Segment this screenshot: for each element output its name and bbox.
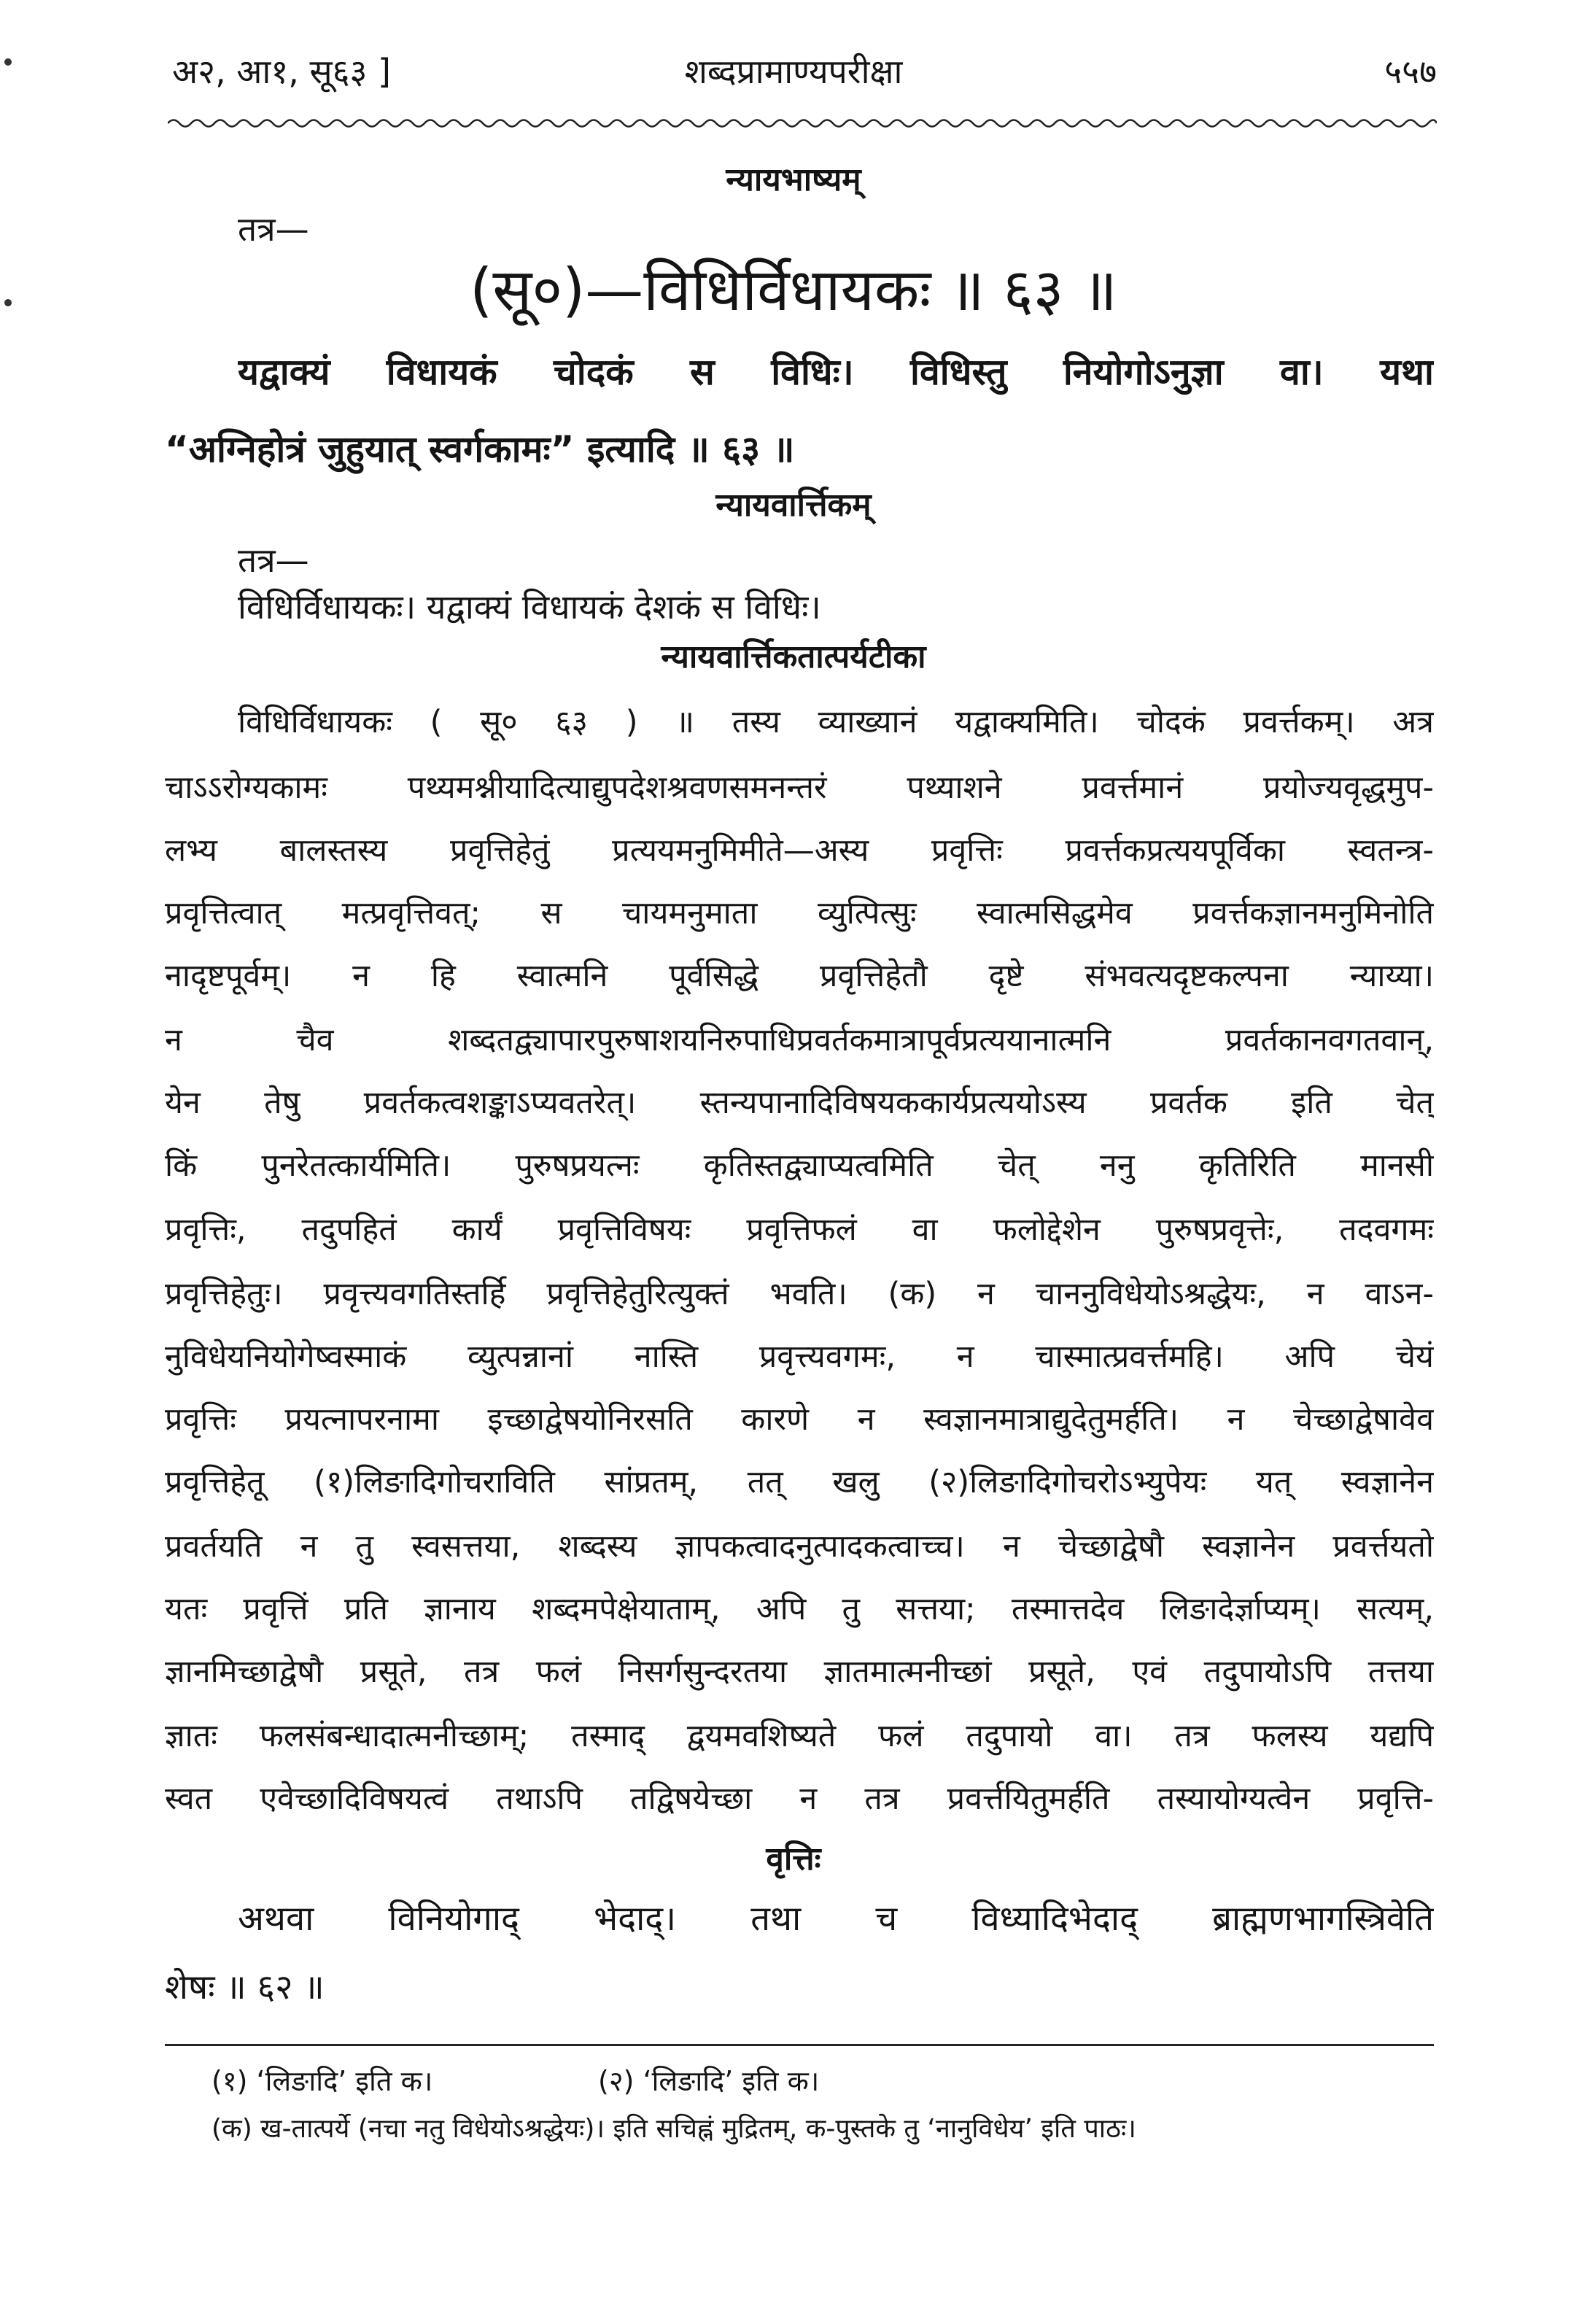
footnote-rule xyxy=(165,2044,1434,2046)
header-title: शब्दप्रामाण्यपरीक्षा xyxy=(684,52,903,91)
section-heading-varttika: न्यायवार्त्तिकम् xyxy=(715,487,872,524)
tika-line-15: यतः प्रवृत्तिं प्रति ज्ञानाय शब्दमपेक्षेयाताम्, अपि तु सत्तया; तस्मात्तदेव लिङादेर्ज्ञाप्यम्। सत्यम्, xyxy=(165,1591,1434,1627)
section-heading-vritti: वृत्तिः xyxy=(766,1840,821,1878)
sutra-line: (सू०)—विधिर्विधायकः ॥ ६३ ॥ xyxy=(470,256,1117,324)
tika-line-8: किं पुनरेतत्कार्यमिति। पुरुषप्रयत्नः कृतिस्तद्व्याप्यत्वमिति चेत् ननु कृतिरिति मानसी xyxy=(165,1147,1434,1184)
tika-line-14: प्रवर्तयति न तु स्वसत्तया, शब्दस्य ज्ञापकत्वादनुत्पादकत्वाच्च। न चेच्छाद्वेषौ स्वज्ञानेन प्रवर्त्तयतो xyxy=(165,1528,1434,1565)
bhashya-line-2: “अग्निहोत्रं जुहुयात् स्वर्गकामः” इत्यादि ॥ ६३ ॥ xyxy=(165,428,795,470)
tika-line-12: प्रवृत्तिः प्रयत्नापरनामा इच्छाद्वेषयोनिरसति कारणे न स्वज्ञानमात्राद्युदेतुमर्हति। न चेच्छाद्वेषावेव xyxy=(165,1401,1434,1438)
footnote-1: (१) ‘लिङादि’ इति क। xyxy=(212,2065,433,2097)
tika-line-10: प्रवृत्तिहेतुः। प्रवृत्त्यवगतिस्तर्हि प्रवृत्तिहेतुरित्युक्तं भवति। (क) न चाननुविधेयोऽश्रद्धेयः, न वाऽन- xyxy=(165,1276,1434,1312)
tika-line-11: नुविधेयनियोगेष्वस्माकं व्युत्पन्नानां नास्ति प्रवृत्त्यवगमः, न चास्मात्प्रवर्त्तमहि। अपि चेयं xyxy=(165,1339,1434,1375)
header-left: अ२, आ१, सू६३ ] xyxy=(172,52,391,91)
vritti-line-2: शेषः ॥ ६२ ॥ xyxy=(165,1967,325,2007)
tatra-label: तत्र— xyxy=(238,541,309,580)
tika-line-13: प्रवृत्तिहेतू (१)लिङादिगोचराविति सांप्रतम्, तत् खलु (२)लिङादिगोचरोऽभ्युपेयः यत् स्वज्ञानेन xyxy=(165,1464,1434,1500)
tika-line-2: चाऽऽरोग्यकामः पथ्यमश्नीयादित्याद्युपदेशश्रवणसमनन्तरं पथ्याशने प्रवर्त्तमानं प्रयोज्यवृद्धमुप- xyxy=(165,770,1434,806)
bhashya-line-1: यद्वाक्यं विधायकं चोदकं स विधिः। विधिस्तु नियोगोऽनुज्ञा वा। यथा xyxy=(238,351,1434,393)
footnote-3: (क) ख-तात्पर्ये (नचा नतु विधेयोऽश्रद्धेयः)। इति सचिह्नं मुद्रितम्, क-पुस्तके तु ‘नानुविधेय’ इति पाठः। xyxy=(212,2114,1136,2144)
tika-line-18: स्वत एवेच्छादिविषयत्वं तथाऽपि तद्विषयेच्छा न तत्र प्रवर्त्तयितुमर्हति तस्यायोग्यत्वेन प्रवृत्ति- xyxy=(165,1781,1434,1817)
tika-line-6: न चैव शब्दतद्व्यापारपुरुषाशयनिरुपाधिप्रवर्तकमात्रापूर्वप्रत्ययानात्मनि प्रवर्तकानवगतवान्, xyxy=(165,1022,1434,1058)
varttika-line: विधिर्विधायकः। यद्वाक्यं विधायकं देशकं स विधिः। xyxy=(238,587,821,627)
tika-line-5: नादृष्टपूर्वम्। न हि स्वात्मनि पूर्वसिद्धे प्रवृत्तिहेतौ दृष्टे संभवत्यदृष्टकल्पना न्याय्या। xyxy=(165,958,1434,994)
tika-line-4: प्रवृत्तित्वात् मत्प्रवृत्तिवत्; स चायमनुमाता व्युत्पित्सुः स्वात्मसिद्धमेव प्रवर्त्तकज्ञानमनुमिनोति xyxy=(165,895,1434,931)
header-wavy-rule xyxy=(168,117,1437,130)
tika-line-7: येन तेषु प्रवर्तकत्वशङ्काऽप्यवतरेत्। स्तन्यपानादिविषयककार्यप्रत्ययोऽस्य प्रवर्तक इति चेत् xyxy=(165,1085,1434,1121)
footnote-2: (२) ‘लिङादि’ इति क। xyxy=(598,2065,820,2097)
section-heading-bhashya: न्यायभाष्यम् xyxy=(726,161,861,198)
tika-line-9: प्रवृत्तिः, तदुपहितं कार्यं प्रवृत्तिविषयः प्रवृत्तिफलं वा फलोद्देशेन पुरुषप्रवृत्तेः, तदवगमः xyxy=(165,1212,1434,1248)
page-number: ५५७ xyxy=(1384,52,1437,91)
tatra-label: तत्र— xyxy=(238,209,309,249)
tika-line-1: विधिर्विधायकः ( सू० ६३ ) ॥ तस्य व्याख्यानं यद्वाक्यमिति। चोदकं प्रवर्त्तकम्। अत्र xyxy=(238,704,1434,740)
vritti-line-1: अथवा विनियोगाद् भेदाद्। तथा च विध्यादिभेदाद् ब्राह्मणभागस्त्रिवेति xyxy=(238,1899,1434,1939)
tika-line-17: ज्ञातः फलसंबन्धादात्मनीच्छाम्; तस्माद् द्वयमवशिष्यते फलं तदुपायो वा। तत्र फलस्य यद्यपि xyxy=(165,1718,1434,1754)
tika-line-3: लभ्य बालस्तस्य प्रवृत्तिहेतुं प्रत्ययमनुमिमीते—अस्य प्रवृत्तिः प्रवर्त्तकप्रत्ययपूर्विका स्वतन्त्र- xyxy=(165,832,1434,869)
section-heading-tika: न्यायवार्त्तिकतात्पर्यटीका xyxy=(661,638,926,675)
tika-line-16: ज्ञानमिच्छाद्वेषौ प्रसूते, तत्र फलं निसर्गसुन्दरतया ज्ञातमात्मनीच्छां प्रसूते, एवं तदुपायोऽपि तत्तया xyxy=(165,1654,1434,1690)
